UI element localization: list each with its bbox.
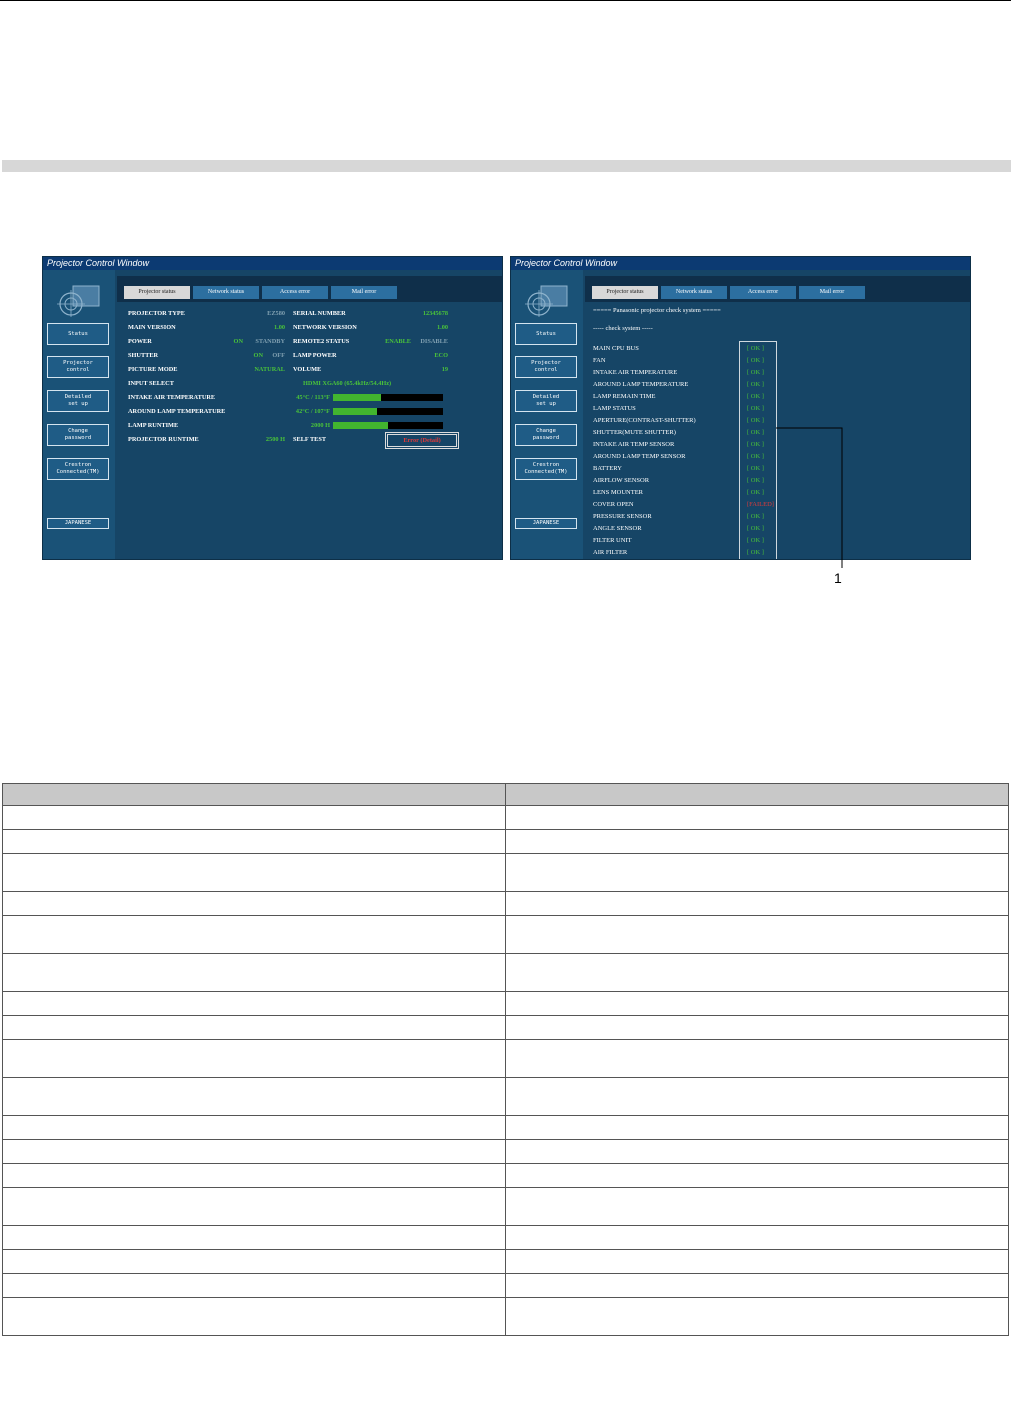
value-shutter-on: ON [253, 352, 263, 359]
table-row [3, 1040, 1009, 1078]
table-row [3, 1140, 1009, 1164]
value-volume: 19 [441, 366, 448, 373]
table-cell [506, 954, 1009, 992]
check-item-name: FAN [593, 357, 606, 364]
label-self-test: SELF TEST [293, 436, 327, 443]
table-row [3, 1298, 1009, 1336]
table-cell [506, 1274, 1009, 1298]
check-item-name: COVER OPEN [593, 501, 634, 508]
check-item-result: [ OK ] [747, 537, 764, 544]
value-projector-runtime: 2500 H [265, 436, 285, 443]
status-row [125, 391, 450, 404]
check-item-name: AIR FILTER [593, 549, 628, 556]
callout-number: 1 [834, 570, 842, 586]
table-cell [3, 830, 506, 854]
table-cell [3, 1298, 506, 1336]
label-power: POWER [128, 338, 152, 345]
table-cell [506, 1040, 1009, 1078]
check-item-name: APERTURE(CONTRAST-SHUTTER) [593, 417, 696, 424]
check-item-name: LAMP STATUS [593, 405, 636, 412]
table-cell [3, 806, 506, 830]
table-header-row [3, 784, 1009, 806]
nav-japanese-button[interactable]: JAPANESE [515, 518, 577, 529]
table-cell [3, 1250, 506, 1274]
value-around-lamp-temperature: 42°C / 107°F [295, 408, 330, 415]
table-cell [3, 1164, 506, 1188]
label-remote2-status: REMOTE2 STATUS [293, 338, 350, 345]
table-cell [3, 1116, 506, 1140]
intake-air-temperature-bar-fill [333, 394, 381, 401]
tab-mail-error[interactable]: Mail error [331, 286, 397, 299]
nav-status-button[interactable]: Status [47, 323, 109, 345]
check-system-screenshot [510, 256, 971, 560]
check-item-name: BATTERY [593, 465, 622, 472]
nav-crestron-button[interactable]: Crestron Connected(TM) [47, 458, 109, 480]
table-header-cell [3, 784, 506, 806]
check-item-name: INTAKE AIR TEMP SENSOR [593, 441, 675, 448]
table-cell [506, 830, 1009, 854]
status-row [125, 419, 450, 432]
nav-detailed-setup-button[interactable]: Detailed set up [515, 390, 577, 412]
lamp-runtime-bar [333, 422, 443, 429]
callout-leader-line [770, 426, 850, 586]
table-cell [3, 1274, 506, 1298]
table-cell [506, 854, 1009, 892]
check-item-result: [ OK ] [747, 393, 764, 400]
sidebar [511, 270, 583, 559]
status-row [125, 377, 450, 390]
table-row [3, 806, 1009, 830]
reference-table [2, 783, 1009, 1336]
check-item-result: [FAILED] [747, 501, 774, 508]
check-item-result: [ OK ] [747, 417, 764, 424]
intake-air-temperature-bar [333, 394, 443, 401]
table-row [3, 1078, 1009, 1116]
table-cell [3, 1040, 506, 1078]
tab-projector-status[interactable]: Projector status [124, 286, 190, 299]
projector-logo-icon [523, 284, 571, 318]
sidebar [43, 270, 115, 559]
table-cell [3, 1016, 506, 1040]
label-volume: VOLUME [293, 366, 322, 373]
table-cell [506, 1298, 1009, 1336]
table-cell [3, 1226, 506, 1250]
value-intake-air-temperature: 45°C / 113°F [296, 394, 330, 401]
label-shutter: SHUTTER [128, 352, 159, 359]
around-lamp-temperature-bar [333, 408, 443, 415]
label-intake-air-temperature: INTAKE AIR TEMPERATURE [128, 394, 216, 401]
check-item-result: [ OK ] [747, 549, 764, 556]
window-title: Projector Control Window [43, 257, 502, 270]
table-cell [506, 992, 1009, 1016]
label-projector-type: PROJECTOR TYPE [128, 310, 185, 317]
status-row [125, 307, 450, 320]
check-item-name: AROUND LAMP TEMP SENSOR [593, 453, 686, 460]
tab-network-status[interactable]: Network status [661, 286, 727, 299]
table-row [3, 1188, 1009, 1226]
label-projector-runtime: PROJECTOR RUNTIME [128, 436, 199, 443]
label-picture-mode: PICTURE MODE [128, 366, 178, 373]
table-cell [506, 1016, 1009, 1040]
self-test-error-link[interactable]: Error (Detail) [387, 434, 457, 447]
check-item-name: FILTER UNIT [593, 537, 632, 544]
table-cell [506, 1116, 1009, 1140]
table-cell [506, 892, 1009, 916]
status-row [125, 349, 450, 362]
check-item-result: [ OK ] [747, 513, 764, 520]
table-row [3, 992, 1009, 1016]
value-projector-type: EZ580 [267, 310, 285, 317]
table-header-cell [506, 784, 1009, 806]
label-input-select: INPUT SELECT [128, 380, 174, 387]
check-item-result: [ OK ] [747, 381, 764, 388]
value-main-version: 1.00 [273, 324, 285, 331]
table-row [3, 892, 1009, 916]
check-item-result: [ OK ] [747, 453, 764, 460]
tab-access-error[interactable]: Access error [730, 286, 796, 299]
check-item-result: [ OK ] [747, 525, 764, 532]
status-row [125, 433, 450, 446]
check-item-name: AIRFLOW SENSOR [593, 477, 650, 484]
table-cell [3, 954, 506, 992]
tab-projector-status[interactable]: Projector status [592, 286, 658, 299]
nav-japanese-button[interactable]: JAPANESE [47, 518, 109, 529]
check-item-result: [ OK ] [747, 441, 764, 448]
value-lamp-runtime: 2000 H [310, 422, 330, 429]
table-row [3, 854, 1009, 892]
nav-change-password-button[interactable]: Change password [515, 424, 577, 446]
check-system-header: ===== Panasonic projector check system ===== [593, 307, 721, 314]
around-lamp-temperature-bar-fill [333, 408, 377, 415]
table-row [3, 1250, 1009, 1274]
table-cell [3, 892, 506, 916]
tab-access-error[interactable]: Access error [262, 286, 328, 299]
tab-network-status[interactable]: Network status [193, 286, 259, 299]
table-cell [3, 1078, 506, 1116]
table-row [3, 916, 1009, 954]
value-input-select: HDMI XGA60 (65.4kHz/54.4Hz) [303, 380, 392, 387]
check-item-result: [ OK ] [747, 489, 764, 496]
table-cell [506, 806, 1009, 830]
check-item-name: LAMP REMAIN TIME [593, 393, 656, 400]
table-row [3, 1226, 1009, 1250]
label-serial-number: SERIAL NUMBER [293, 310, 346, 317]
check-item-name: SHUTTER(MUTE SHUTTER) [593, 429, 676, 436]
check-item-result: [ OK ] [747, 477, 764, 484]
table-cell [506, 1188, 1009, 1226]
label-main-version: MAIN VERSION [128, 324, 176, 331]
top-rule [0, 0, 1011, 1]
table-cell [3, 1188, 506, 1226]
value-remote2-enable: ENABLE [385, 338, 411, 345]
table-row [3, 1164, 1009, 1188]
check-item-name: PRESSURE SENSOR [593, 513, 652, 520]
check-item-result: [ OK ] [747, 405, 764, 412]
table-cell [506, 1078, 1009, 1116]
check-item-name: INTAKE AIR TEMPERATURE [593, 369, 678, 376]
table-row [3, 1274, 1009, 1298]
nav-status-button[interactable]: Status [515, 323, 577, 345]
value-picture-mode: NATURAL [254, 366, 285, 373]
nav-crestron-button[interactable]: Crestron Connected(TM) [515, 458, 577, 480]
value-serial-number: 12345678 [422, 310, 448, 317]
check-item-result: [ OK ] [747, 429, 764, 436]
status-row [125, 405, 450, 418]
value-remote2-disable: DISABLE [420, 338, 448, 345]
value-power-standby: STANDBY [255, 338, 285, 345]
check-item-name: ANGLE SENSOR [593, 525, 642, 532]
value-power-on: ON [233, 338, 243, 345]
window-title: Projector Control Window [511, 257, 970, 270]
section-band [2, 160, 1011, 172]
table-row [3, 954, 1009, 992]
nav-detailed-setup-button[interactable]: Detailed set up [47, 390, 109, 412]
lamp-runtime-bar-fill [333, 422, 388, 429]
table-cell [506, 916, 1009, 954]
check-item-name: LENS MOUNTER [593, 489, 644, 496]
check-item-result: [ OK ] [747, 345, 764, 352]
table-cell [506, 1226, 1009, 1250]
nav-projector-control-button[interactable]: Projector control [515, 356, 577, 378]
status-row [125, 363, 450, 376]
table-cell [3, 992, 506, 1016]
nav-change-password-button[interactable]: Change password [47, 424, 109, 446]
table-cell [3, 916, 506, 954]
value-network-version: 1.00 [436, 324, 448, 331]
table-cell [506, 1250, 1009, 1274]
table-cell [3, 1140, 506, 1164]
table-cell [506, 1140, 1009, 1164]
value-lamp-power: ECO [434, 352, 448, 359]
label-lamp-power: LAMP POWER [293, 352, 337, 359]
label-lamp-runtime: LAMP RUNTIME [128, 422, 179, 429]
status-screenshot [42, 256, 503, 560]
check-item-result: [ OK ] [747, 465, 764, 472]
check-system-subheader: ----- check system ----- [593, 325, 653, 332]
table-row [3, 830, 1009, 854]
table-row [3, 1016, 1009, 1040]
check-item-result: [ OK ] [747, 369, 764, 376]
check-item-name: MAIN CPU BUS [593, 345, 639, 352]
tab-mail-error[interactable]: Mail error [799, 286, 865, 299]
status-row [125, 335, 450, 348]
check-item-name: AROUND LAMP TEMPERATURE [593, 381, 689, 388]
nav-projector-control-button[interactable]: Projector control [47, 356, 109, 378]
label-network-version: NETWORK VERSION [293, 324, 357, 331]
value-shutter-off: OFF [272, 352, 285, 359]
check-item-result: [ OK ] [747, 357, 764, 364]
table-cell [506, 1164, 1009, 1188]
label-around-lamp-temperature: AROUND LAMP TEMPERATURE [128, 408, 226, 415]
table-row [3, 1116, 1009, 1140]
projector-logo-icon [55, 284, 103, 318]
table-cell [3, 854, 506, 892]
status-row [125, 321, 450, 334]
